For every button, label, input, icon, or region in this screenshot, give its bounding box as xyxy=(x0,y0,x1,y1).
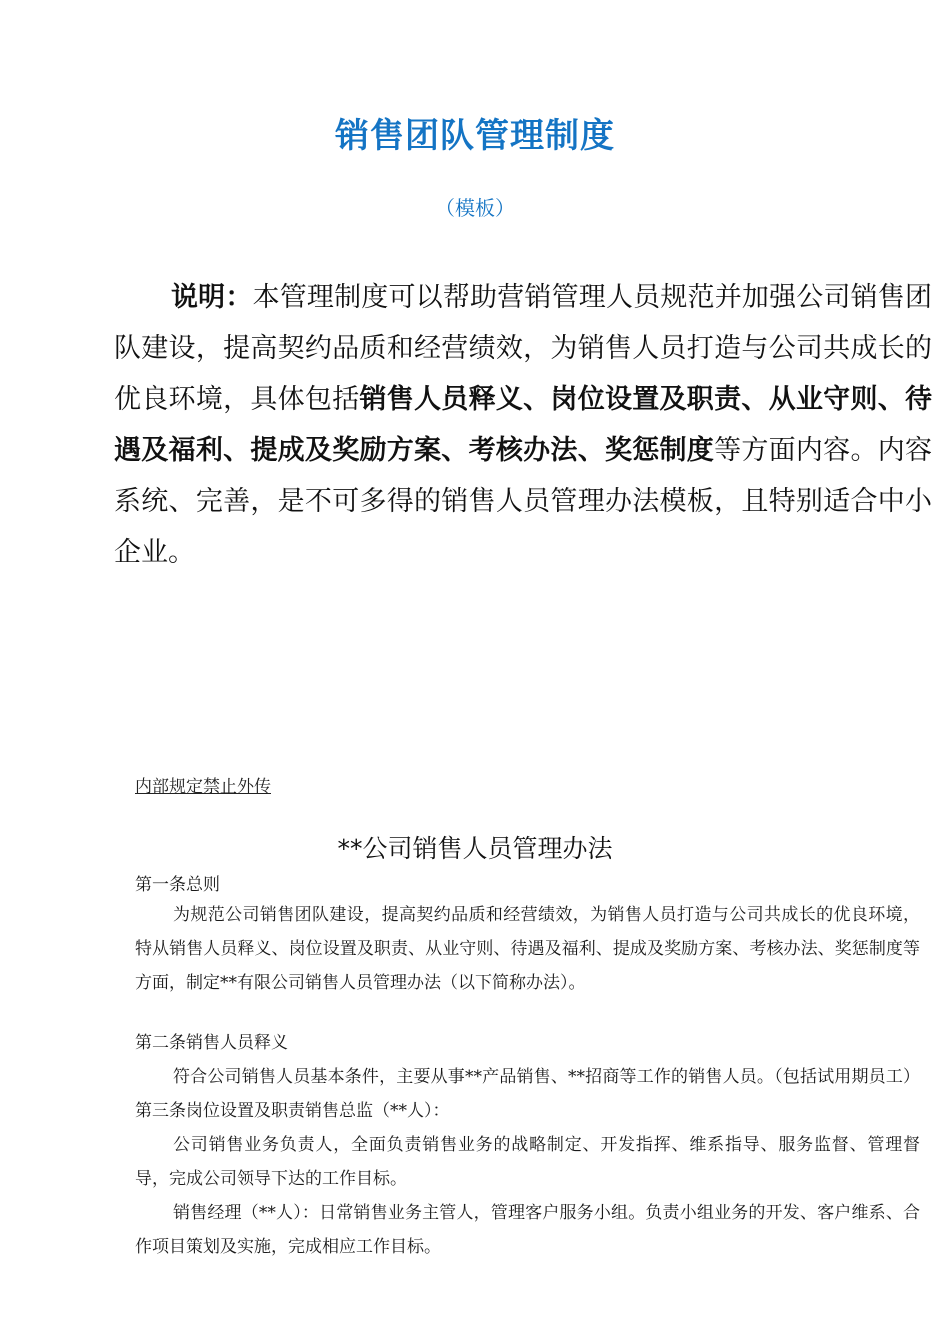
document-title: **公司销售人员管理办法 xyxy=(337,834,613,863)
page-subtitle: （模板） xyxy=(435,196,515,220)
section2-paragraph: 符合公司销售人员基本条件，主要从事**产品销售、**招商等工作的销售人员。（包括试用期员工）第三条岗位设置及职责销售总监（**人）： xyxy=(135,1067,920,1121)
intro-text-2: 等方面内容。内容系统、完善，是不可多得的销售人员管理办法模板，且特别适合中小企业。 xyxy=(114,435,933,568)
section1-paragraph: 为规范公司销售团队建设，提高契约品质和经营绩效，为销售人员打造与公司共成长的优良环境，特从销售人员释义、岗位设置及职责、从业守则、待遇及福利、提成及奖励方案、考核办法、奖惩制度等方面，制定**有限公司销售人员管理办法（以下简称办法）。 xyxy=(135,905,920,993)
section2-heading: 第二条销售人员释义 xyxy=(135,1033,288,1053)
section1-heading: 第一条总则 xyxy=(135,875,220,895)
intro-paragraph xyxy=(114,272,932,578)
manager-duties-paragraph: 销售经理（**人）：日常销售业务主管人，管理客户服务小组。负责小组业务的开发、客户维系、合作项目策划及实施，完成相应工作目标。 xyxy=(135,1203,920,1257)
director-duties-paragraph: 公司销售业务负责人，全面负责销售业务的战略制定、开发指挥、维系指导、服务监督、管理督导，完成公司领导下达的工作目标。 xyxy=(135,1135,920,1189)
confidential-note: 内部规定禁止外传 xyxy=(135,777,271,797)
intro-label: 说明： xyxy=(171,282,253,313)
intro-bold-topics: 销售人员释义、岗位设置及职责、从业守则、待遇及福利、提成及奖励方案、考核办法、奖惩制度 xyxy=(114,384,933,466)
intro-text-1: 本管理制度可以帮助营销管理人员规范并加强公司销售团队建设，提高契约品质和经营绩效，为销售人员打造与公司共成长的优良环境，具体包括 xyxy=(114,282,933,415)
page-title: 销售团队管理制度 xyxy=(335,116,615,156)
